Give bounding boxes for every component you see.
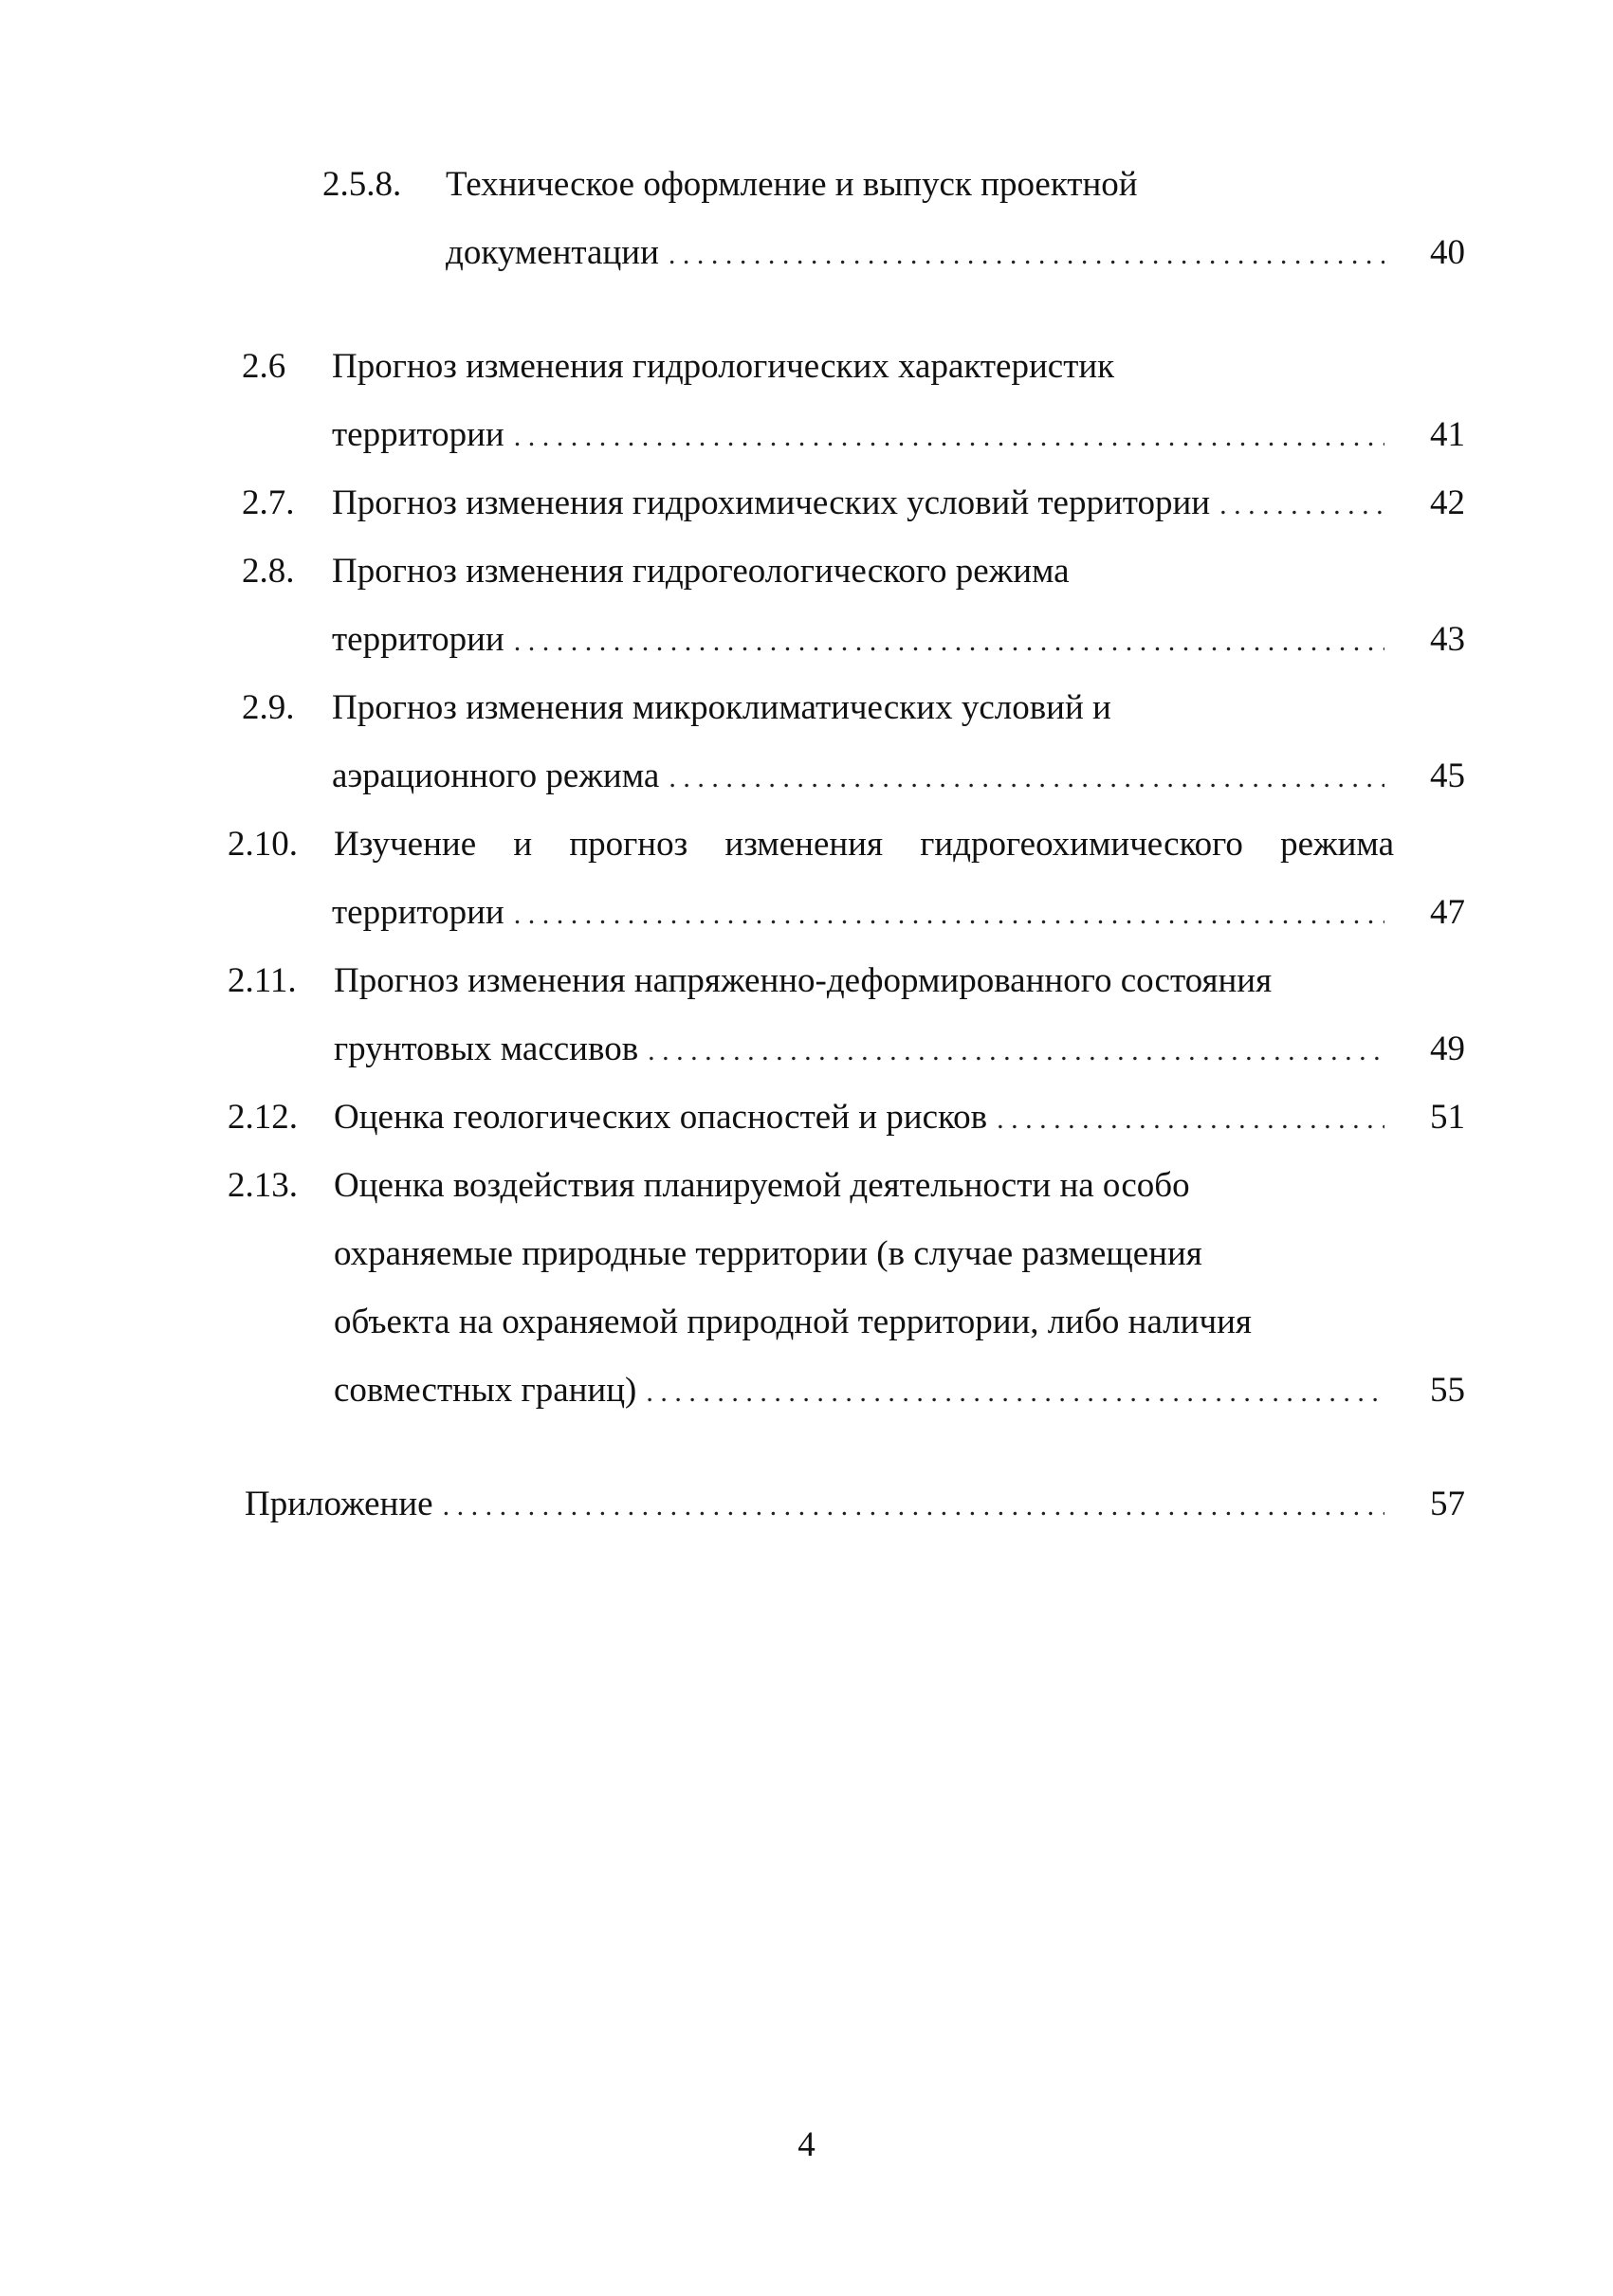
toc-entry-number: 2.10. bbox=[228, 825, 298, 864]
toc-entry-number: 2.12. bbox=[228, 1098, 298, 1137]
toc-entry-2-10 bbox=[228, 821, 1394, 868]
toc-page-ref: 41 bbox=[1430, 415, 1465, 454]
toc-entry-2-13-cont-3 bbox=[334, 1367, 1465, 1414]
toc-entry-title-cont: территории bbox=[332, 620, 504, 659]
dot-leader bbox=[514, 616, 1384, 665]
toc-entry-title-cont: грунтовых массивов bbox=[334, 1030, 639, 1068]
toc-entry-2-9-cont bbox=[332, 753, 1465, 800]
toc-leader-line bbox=[245, 1481, 1384, 1530]
toc-entry-2-5-8 bbox=[322, 161, 1460, 209]
toc-leader-line bbox=[334, 1026, 1384, 1075]
dot-leader bbox=[997, 1094, 1384, 1143]
toc-entry-2-12 bbox=[228, 1094, 1465, 1141]
dot-leader bbox=[669, 229, 1384, 279]
toc-page-ref: 49 bbox=[1430, 1030, 1465, 1068]
toc-entry-title: Прогноз изменения гидрогеологического режима bbox=[332, 552, 1070, 591]
toc-entry-appendix bbox=[245, 1481, 1465, 1528]
toc-entry-number: 2.11. bbox=[228, 961, 297, 1000]
toc-entry-number: 2.13. bbox=[228, 1166, 298, 1205]
toc-entry-2-9 bbox=[242, 684, 1465, 732]
toc-entry-number: 2.9. bbox=[242, 688, 295, 727]
toc-entry-2-13 bbox=[228, 1162, 1465, 1210]
toc-entry-title-cont: территории bbox=[332, 415, 504, 454]
toc-page-ref: 51 bbox=[1430, 1098, 1465, 1137]
toc-entry-number: 2.5.8. bbox=[322, 165, 402, 204]
toc-leader-line bbox=[332, 753, 1384, 802]
toc-entry-title: Изучение и прогноз изменения гидрогеохимического режима bbox=[334, 825, 1394, 864]
toc-entry-2-13-cont-2 bbox=[334, 1299, 1465, 1346]
toc-entry-2-8 bbox=[242, 548, 1465, 595]
toc-entry-title: Приложение bbox=[245, 1485, 433, 1523]
toc-page-ref: 47 bbox=[1430, 893, 1465, 932]
dot-leader bbox=[648, 1026, 1384, 1075]
toc-page-ref: 43 bbox=[1430, 620, 1465, 659]
dot-leader bbox=[646, 1367, 1384, 1416]
dot-leader bbox=[443, 1481, 1384, 1530]
toc-entry-title-cont: охраняемые природные территории (в случае размещения bbox=[334, 1234, 1202, 1273]
toc-leader-line bbox=[334, 1094, 1384, 1143]
toc-entry-2-7 bbox=[242, 480, 1465, 527]
toc-entry-2-11-cont bbox=[334, 1026, 1465, 1073]
toc-entry-title: Прогноз изменения гидрологических характеристик bbox=[332, 347, 1115, 386]
toc-entry-2-5-8-cont bbox=[446, 229, 1465, 277]
toc-entry-title: Техническое оформление и выпуск проектной bbox=[446, 165, 1138, 204]
toc-entry-2-6-cont bbox=[332, 411, 1465, 459]
toc-entry-title: Прогноз изменения гидрохимических условий территории bbox=[332, 483, 1211, 522]
toc-entry-title: Прогноз изменения микроклиматических условий и bbox=[332, 688, 1111, 727]
toc-page-ref: 55 bbox=[1430, 1371, 1465, 1410]
toc-entry-2-10-cont bbox=[332, 889, 1465, 937]
toc-page-ref: 45 bbox=[1430, 756, 1465, 795]
toc-entry-2-8-cont bbox=[332, 616, 1465, 664]
toc-page-ref: 42 bbox=[1430, 483, 1465, 522]
toc-entry-title-cont: объекта на охраняемой природной территории, либо наличия bbox=[334, 1303, 1252, 1341]
toc-entry-number: 2.6 bbox=[242, 347, 286, 386]
dot-leader bbox=[1219, 480, 1384, 529]
toc-leader-line bbox=[332, 616, 1384, 665]
toc-entry-number: 2.7. bbox=[242, 483, 295, 522]
toc-leader-line bbox=[332, 480, 1384, 529]
dot-leader bbox=[514, 411, 1384, 461]
toc-entry-2-11 bbox=[228, 957, 1465, 1005]
toc-leader-line bbox=[446, 229, 1384, 279]
toc-page-ref: 57 bbox=[1430, 1485, 1465, 1523]
toc-entry-number: 2.8. bbox=[242, 552, 295, 591]
dot-leader bbox=[514, 889, 1384, 938]
toc-entry-title-cont: документации bbox=[446, 233, 659, 272]
toc-entry-title: Оценка геологических опасностей и рисков bbox=[334, 1098, 988, 1137]
toc-page-ref: 40 bbox=[1430, 233, 1465, 272]
toc-entry-2-13-cont-1 bbox=[334, 1230, 1465, 1278]
toc-entry-title-cont: территории bbox=[332, 893, 504, 932]
toc-entry-title: Прогноз изменения напряженно-деформированного состояния bbox=[334, 961, 1273, 1000]
toc-leader-line bbox=[332, 889, 1384, 938]
page-number: 4 bbox=[797, 2125, 816, 2164]
toc-leader-line bbox=[332, 411, 1384, 461]
toc-leader-line bbox=[334, 1367, 1384, 1416]
dot-leader bbox=[669, 753, 1384, 802]
toc-entry-title: Оценка воздействия планируемой деятельности на особо bbox=[334, 1166, 1190, 1205]
toc-entry-title-cont: аэрационного режима bbox=[332, 756, 660, 795]
toc-entry-2-6 bbox=[242, 343, 1465, 391]
toc-entry-title-cont: совместных границ) bbox=[334, 1371, 637, 1410]
